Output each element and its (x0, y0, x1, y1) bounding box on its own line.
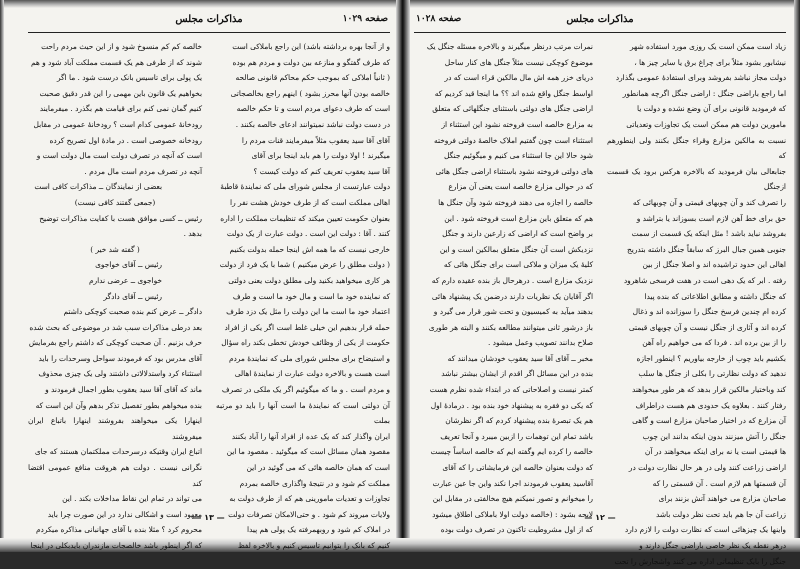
text-line: آن مزارع که در اختیار صاحبان مزارع است و گاهی (632, 416, 786, 426)
text-line: مقصود همان مسائل است که میگوئید . مقصود ما این (226, 447, 390, 457)
text-line: می تواند در تمام این نقاط مداخلات بکند . این (62, 494, 202, 504)
text-line: که نماینده خود ما است و مال خود ما است و طرف (232, 291, 390, 301)
text-line: بر واضح است که اراضی که زارعین دارند و جنگل (442, 229, 593, 239)
text-line: زراعت آن جا هم باید تحت نظر دولت باشد (655, 509, 786, 519)
text-line: هر کاری میخواهید بکنید ولی مطلق دولت یعنی دولتی (228, 275, 390, 285)
text-line: ها قیمتی است یا نه برای اینکه میخواهند در آن (644, 447, 786, 457)
text-line: بنده در این مسائل اگر اقدم از ایشان بیشتر نباشد (441, 369, 593, 379)
text-line: استثناء کرد واستدلالاتی داشتند ولی یک چیزی محذوف (38, 369, 202, 379)
page-header (414, 12, 786, 33)
text-line: که دولت بعنوان خالصه این فرمایشاتی را که آقای (442, 463, 593, 473)
text-line: به مزارع خالصه است فروخته نشود این استثناء از (441, 119, 593, 129)
page-footer-number: — ۱۲ — (584, 513, 616, 522)
text-line: لایحه بشود : (خالصه دولت اولا باملاکی اطلاق میشود (432, 509, 593, 519)
text-line: آن قسمتها هم لازم است . آن قسمتی را که (652, 478, 786, 488)
text-line: که جنگل داشته و مطابق اطلاعاتی که بنده پیدا (644, 291, 786, 301)
text-line: صاحبان مزارع می خواهند آتش بزنند برای (658, 494, 786, 504)
text-line: حرف بزنیم . آن صحبت کوچکی که داشتم راجع بفرمایش (28, 338, 202, 348)
text-line: ( دولت مطلق را عرض میکنیم ) شما با یک فرد از دولت (219, 260, 390, 270)
text-line: هم که متعلق باین مزارع است فروخته شود . این (444, 213, 593, 223)
text-line: نزدیک مزارع است . درهرحال باز بنده عقیده دارم که (431, 275, 593, 285)
text-line: رئیس ــ آقای دادگر (103, 291, 162, 301)
text-line: است که آنچه در تصرف دولت است مال دولت است و (36, 151, 202, 161)
scan-right-edge (794, 0, 800, 552)
text-line: جنگل را آتش میزنند بدون اینکه بدانند این چوب (642, 431, 786, 441)
text-line: بعنوان حکومت تعیین میکند که تنظیمات مملکت را اداره (220, 213, 390, 223)
text-line: رفتار کنند . بعلاوه یک حدودی هم هست دراطراف (635, 400, 786, 410)
text-line: کند وباختیار مالکین قرار بدهد که هر طور میخواهند (631, 385, 786, 395)
text-line: شود حالا این جا استثناء می کنیم و میگوئیم جنگل (443, 151, 593, 161)
text-line: مملکت کم شود و در نتیجهٔ واگذاری خالصه بمردم (239, 478, 390, 488)
text-line: است که همان خالصه هائی که می گوئید در این (246, 463, 390, 473)
text-line: ( گفته شد خیر ) (90, 244, 140, 254)
text-line: خالصه بودن آنها محرز بشود ) اینهم راجع بخالصجاتی (230, 88, 390, 98)
text-line: بعد درطی مذاکرات سبب شد در موضوعی که بحث شده (29, 322, 202, 332)
text-line: ( ثانیاً املاکی که بموجب حکم محاکم قانونی صالحه (235, 73, 390, 83)
text-line: حق برای خط آهن لازم است بسوزاند یا بتراشد و (636, 213, 786, 223)
text-line: کنیم که بانک را بتوانیم تاسیس کنیم و بالاخره لفظ (237, 541, 390, 550)
text-line: اگر آقایان یک نظریات دارند درضمن یک پیشنهاد هائی (431, 291, 593, 301)
page-number-label: صفحه ۱۰۲۹ (342, 14, 388, 24)
text-line: اعتماد خود ما است ما این دولت را مثل یک دزد طرف (226, 307, 390, 317)
left-page (28, 12, 390, 550)
text-line: و استیضاح برای مجلس شورای ملی که نمایندهٔ مردم (228, 353, 390, 363)
running-title: مذاکرات مجلس (175, 14, 243, 25)
text-line: خالصه کم کم منسوخ شود و از این حیث مردم راحت (41, 42, 202, 51)
text-line: هم یک تبصرهٔ بنده پیشنهاد کردم که اگر نظرشان (445, 416, 593, 426)
page-footer-number: — ۱۳ — (193, 513, 225, 522)
text-line: مخبر ــ آقای آقا سید یعقوب خودشان میدانند که (447, 353, 593, 363)
column-right (216, 39, 390, 550)
text-line: اهالی این حدود تراشیده اند و اصلا جنگل از بین (642, 260, 786, 270)
text-line: و از آنجا بهره برداشته باشد) این راجع باملاکی است (232, 42, 390, 51)
text-line: نمرات مرتب درنظر میگیرند و بالاخره مسئله جنگل یک (426, 42, 593, 51)
text-line: آقا سید یعقوب تعریف کنم که دولت کیست ؟ (253, 166, 390, 176)
text-line: جنوبی همین جبال البرز که سابقاً جنگل داشته بتدریج (627, 244, 786, 254)
text-line: نیشابور بشود مثلاً برای چراغ برق یا سایر چیز ها ، (634, 57, 786, 67)
text-line: ایران واگذار کند که یک عده از افراد آنها را آباد بکنند (231, 431, 390, 441)
text-line: رودخانه خصوصی است . در مادهٔ اول تصریح کرده (49, 135, 202, 145)
text-line: که اگر اینطور باشد خالصجات مازندران بایدبکلی در اینجا (30, 541, 202, 550)
text-line: که در حوالی مزارع خالصه است یعنی آن مزارع (448, 182, 593, 192)
page-number-label: صفحه ۱۰۲۸ (416, 14, 462, 24)
text-line: دولت عبارتست از مجلس شورای ملی که نمایندهٔ قاطبهٔ (220, 182, 390, 192)
text-line: حمله قرار بدهیم این خیلی غلط است اگر یکی از افراد (224, 322, 390, 332)
text-line: های دولتی فروخته نشود باستثناء اراضی جنگل هائی (435, 166, 593, 176)
text-line: باز درشور ثانی میتوانند مطالعه بکنند و البته هر طوری (428, 322, 593, 332)
running-title: مذاکرات مجلس (566, 14, 634, 25)
text-line: اراضی جنگل های دولتی باستثنای جنگلهائی که متعلق (432, 104, 593, 114)
text-line: خارجی نیست که ما همه اش اینجا حمله بدولت بکنیم (229, 244, 390, 254)
text-line: استثناء است چون گفتیم املاک خالصهٔ دولتی فروخته (434, 135, 593, 145)
text-line: شوند که از طرفی هم یک قسمت مملکت آباد شود و هم (30, 57, 202, 67)
text-line: رئیس ــ کسی موافق هست با کفایت مذاکرات توضیح (39, 213, 202, 223)
scan-left-edge (0, 0, 4, 552)
text-line: ماند که آقای آقا سید یعقوب بطور اجمال فرمودند و (45, 385, 202, 395)
text-line: نزدیکش است آن جنگل متعلق بمالکین است و این (439, 244, 593, 254)
text-line: محروم کرد ؟ مثلا بنده با آقای جهانبانی مذاکره میکردم (35, 525, 202, 535)
text-line: در دست دولت نباشد نمیتوانند ادعای خالصه بکنند . (235, 119, 390, 129)
text-line: خواجوی ــ عرضی ندارم (88, 275, 162, 285)
text-line: بنده میخواهم بطور تفصیل تذکر بدهم وآن این است که (35, 400, 202, 410)
text-line: که از اول مشروطیت تاکنون در تصرف دولت بوده (440, 525, 593, 535)
text-line: حکومت از یکی از وظائف خودش تخطی بکند راه سؤال (221, 338, 390, 348)
text-line: در املاک کم شود و روبهمرفته یک پولی هم پیدا (246, 525, 390, 535)
text-line: یک پولی برای تاسیس بانک درست شود . ما اگر (56, 73, 202, 83)
text-line: دریای خزر همه اش مال مالکین قراء است که در (444, 73, 593, 83)
text-line: اما راجع باراضی جنگل : اراضی جنگل اگرچه همانطور (622, 88, 786, 98)
text-line: اهالی مملکت است که از طرف خودش هشت نفر را (230, 197, 390, 207)
text-line: آقاسید یعقوب فرمودند اجرا نکند واین جا عین عبارت (432, 478, 593, 488)
text-line: کنند . آقا : دولت این است . دولت عبارت از یک دولت (226, 229, 390, 239)
text-line: که طرف گفتگو و منازعه بین دولت و مردم هم بوده (232, 57, 390, 67)
text-line: جنگل را بایک تنظیماتی اداره می کنند واشجارش را تحت (614, 556, 786, 566)
column-left (28, 39, 202, 550)
text-line: خالصه را اجازه می دهند فروخته شود وآن جنگل ها (438, 197, 593, 207)
text-line: بکشیم باید چوب از خارجه بیاوریم ؟ اینطور اجازه (636, 353, 786, 363)
text-line: اتباع ایران وقتیکه درسرحدات مملکتمان هستند که جای (34, 447, 202, 457)
text-line: زیاد است ممکن است یک روزی مورد استفاده شهر (629, 42, 786, 51)
column-left (414, 39, 593, 535)
text-line: تجاوزات و تعدیات مامورینی هم که از طرف دولت به (229, 494, 390, 504)
column-right (607, 39, 786, 566)
text-line: اراضی زراعت کنند ولی در هر حال نظارت دولت در (628, 463, 786, 473)
text-line: صلاح بدانند تصویب وعمل میشود . (487, 338, 593, 348)
text-line: کرده ام چندین فرسخ جنگل را سوزانده اند و ذغال (632, 307, 786, 317)
text-line: رفته . ابر که یک دهی است در هفت فرسخی شاهرود (623, 275, 786, 285)
text-line: است که طرف دعوای مردم است و تا حکم خالصه (236, 104, 390, 114)
text-line: کلیهٔ یک میزان و ملاکی است برای جنگل هائی که (443, 260, 593, 270)
text-line: درهر نقطه یک نظر خاصی باراضی جنگل دارند و (639, 541, 786, 550)
text-line: معهود است و اشکالی ندارد در این صورت چرا باید (47, 509, 202, 519)
text-line: بدهند میآید به کمیسیون و تحت شور قرار می گیرد و (433, 307, 593, 317)
text-line: مامورین دولت هم ممکن است یک تجاوزات وتعدیاتی (626, 119, 786, 129)
text-line: بدهد . (183, 229, 202, 239)
text-line: آقای آقا سید یعقوب مثلاً میفرمایند قنات مردم را (241, 135, 390, 145)
text-line: رئیس ــ آقای خواجوی (95, 260, 162, 270)
text-line: موضوع کوچکی نیست مثلاً جنگل های کنار ساحل (444, 57, 593, 67)
text-line: اینهارا یکی میخواهند بفروشند اینهارا باتباع ایران میفروشند (28, 416, 202, 441)
text-line: که یکی دو فقره به پیشنهاد خود بنده بود . درمادهٔ اول (430, 400, 593, 410)
text-line: آنچه در تصرف مردم است مال مردم . (84, 166, 202, 176)
text-line: میگیرند ! اولا دولت را هم باید اینجا برای آقای (251, 151, 390, 161)
text-line: آقای مدرس بود که فرمودند سواحل وسرحدات را باید (38, 353, 202, 363)
text-line: را میخوانم و تصور نمیکنم هیچ مخالفتی در مقابل این (432, 494, 593, 504)
text-line: است هست و بالاخره دولت عبارت از نمایندهٔ اهالی (234, 369, 390, 379)
text-line: بفروشد نباید باشد ! مثل اینکه یک قسمت از سمت (631, 229, 786, 239)
text-line: نگرانی نیست . دولت هم هروقت منافع عمومی اقتضا کند (28, 463, 202, 488)
text-line: نسبت به مالکین مزارع وقراء جنگل بکنند ولی اینطورهم که (607, 135, 786, 161)
text-line: کمتر نیست و اصلاحاتی که در ابتداء شده نظرم هست (429, 385, 593, 395)
text-line: که فرمودید قانونی برای آن وضع نشده و دولت یا (637, 104, 786, 114)
text-line: کنیم گمان نمی کنم برای قیامت هم بگذرد . میفرمایند (39, 104, 202, 114)
text-line: بعضی از نمایندگان ــ مذاکرات کافی است (34, 182, 162, 192)
text-line: دولت مجاز نباشد بفروشد وبرای استفادهٔ عمومی بگذارد (615, 73, 786, 83)
text-line: و مردم است . و ما که میگوئیم اگر یک ملکی در تصرف (221, 385, 390, 395)
text-line: را تصرف کند و آن چوبهای قیمتی و آن چوبهائی که (632, 197, 786, 207)
text-line: (جمعی گفتند کافی نیست) (74, 197, 156, 207)
text-line: دادگر ــ عرض کنم بنده صحبت کوچکی داشتم (63, 307, 202, 317)
text-line: آن دولتی است که نمایندهٔ ما است آنها را باید دو مرتبه بملت (216, 400, 390, 426)
text-line: باشد تمام این توهمات را ازبین میبرد و آنجا تعریف (440, 431, 593, 441)
page-header (28, 12, 390, 33)
text-line: را از بین برده اند . فردا که می خواهیم راه آهن (642, 338, 786, 348)
book-gutter (396, 0, 410, 552)
text-line: ولایات میروند کم شود . و حتی‌الامکان تصرفات دولت (228, 509, 390, 519)
text-line: کرده اند و آثاری از جنگل نیست و آن چوبهای قیمتی (628, 322, 786, 332)
text-line: خالصه را کرده ایم وگفته ایم که خالصه اساساً چیست (430, 447, 593, 457)
text-line: رودخانهٔ عمومی کدام است ؟ رودخانهٔ عمومی در مقابل (33, 119, 202, 129)
text-line: بخواهیم یک قانون باین مهمی را این قدر دقیق صحبت (39, 88, 202, 98)
text-line: ندهید که دولت نظارتی را بکلی از جنگل ها سلب (638, 369, 786, 379)
right-page (414, 12, 786, 566)
text-line: جنابعالی بیان فرمودید که بالاخره هرکس برود یک قسمت ازجنگل (607, 166, 786, 192)
text-line: واینها یک چیزهائی است که نظارت دولت را لازم دارد (624, 525, 786, 535)
text-line: اواسط جنگل واقع شده اند ؟؟ ما اینجا قید کردیم که (434, 88, 593, 98)
